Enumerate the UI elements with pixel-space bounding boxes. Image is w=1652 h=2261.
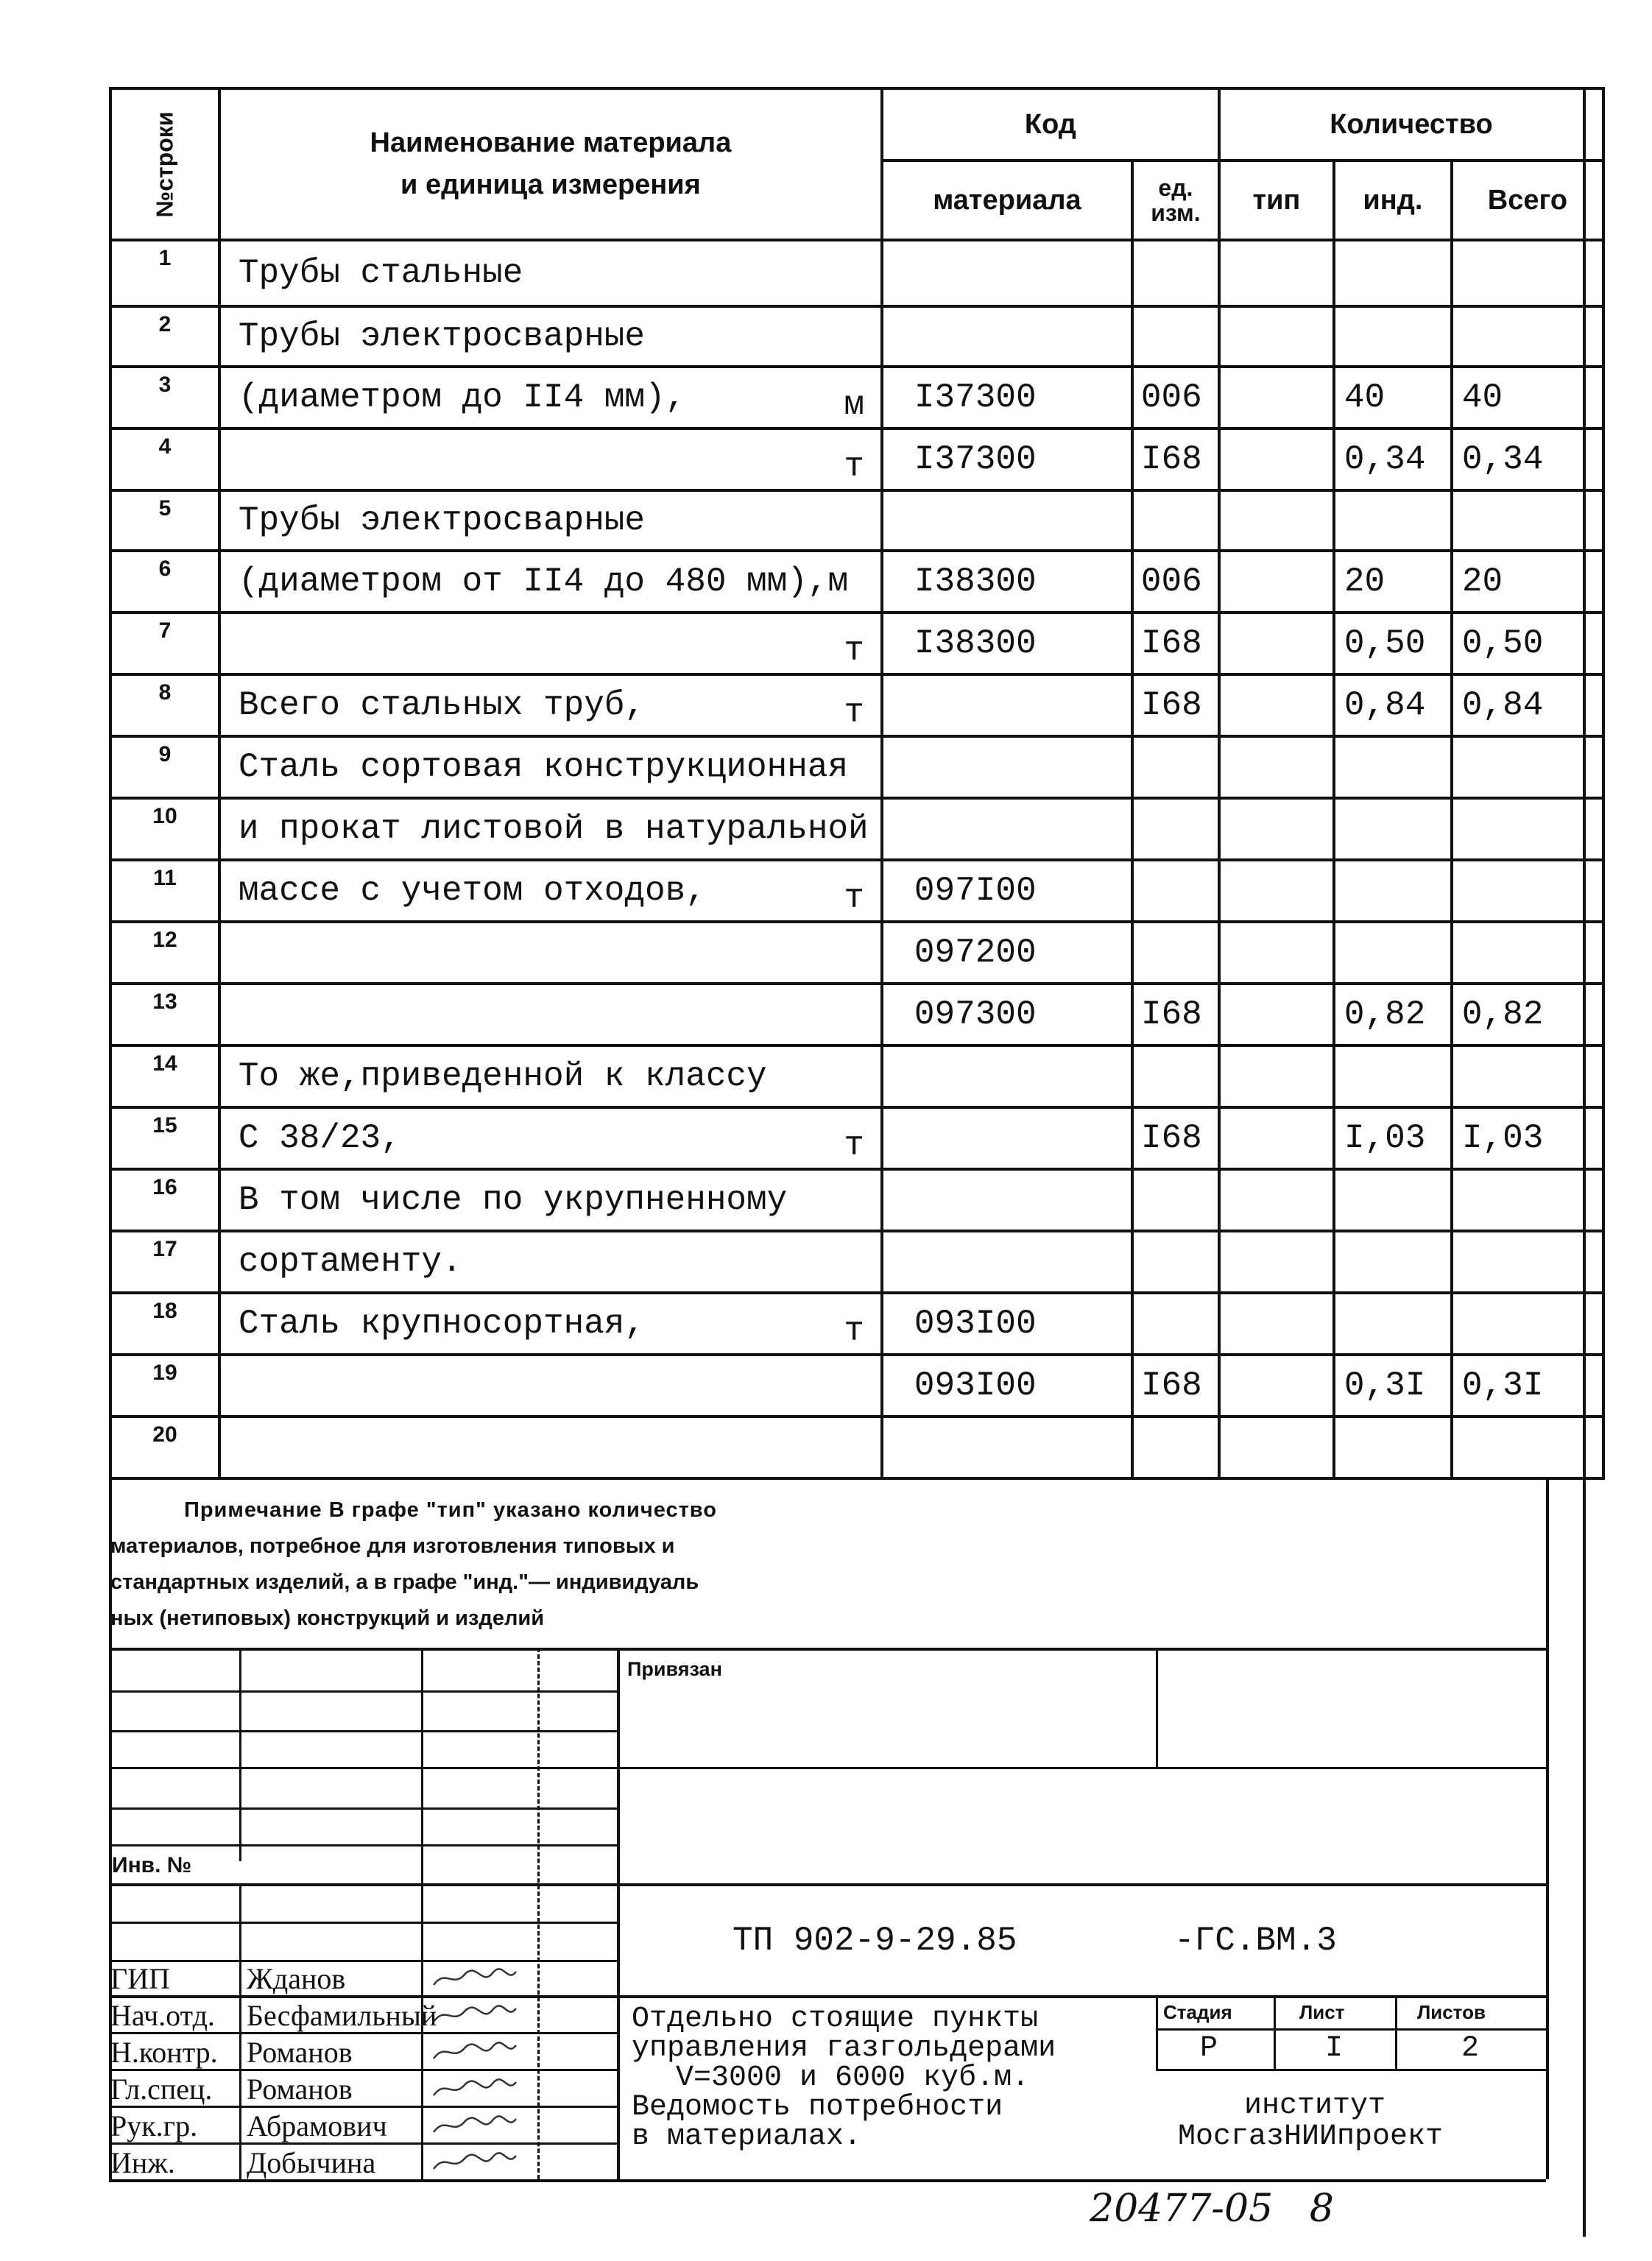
material-code: I38300 bbox=[882, 613, 1132, 674]
material-name-text: сортаменту. bbox=[238, 1243, 462, 1281]
row-number: 14 bbox=[110, 1045, 219, 1107]
row-number: 11 bbox=[110, 860, 219, 922]
unit-code: 006 bbox=[1132, 551, 1219, 613]
unit-code-header-line2: изм. bbox=[1151, 200, 1201, 226]
document-title-line-5: в материалах. bbox=[632, 2120, 862, 2154]
tip-quantity bbox=[1219, 551, 1334, 613]
materials-table-body bbox=[110, 240, 1603, 1478]
total-quantity: I,03 bbox=[1452, 1107, 1603, 1169]
material-name bbox=[219, 551, 882, 613]
signatory-name: Жданов bbox=[247, 1962, 346, 1995]
stamp-hline bbox=[109, 1883, 1546, 1886]
unit-code: I68 bbox=[1132, 1355, 1219, 1417]
material-code: 097I00 bbox=[882, 860, 1132, 922]
total-quantity bbox=[1452, 1231, 1603, 1293]
row-number: 2 bbox=[110, 306, 219, 367]
material-unit: т bbox=[844, 879, 864, 917]
material-name-text: Трубы стальные bbox=[238, 254, 523, 292]
table-row bbox=[110, 1169, 1603, 1231]
tip-quantity bbox=[1219, 306, 1334, 367]
tip-quantity bbox=[1219, 1231, 1334, 1293]
unit-code bbox=[1132, 1169, 1219, 1231]
row-number: 8 bbox=[110, 674, 219, 736]
signature-mark bbox=[431, 2003, 519, 2028]
material-name bbox=[219, 1169, 882, 1231]
tip-quantity bbox=[1219, 1107, 1334, 1169]
row-number: 16 bbox=[110, 1169, 219, 1231]
document-title-line-1: Отдельно стоящие пункты bbox=[632, 2003, 1039, 2036]
signature-mark bbox=[431, 2150, 519, 2175]
row-number: 18 bbox=[110, 1293, 219, 1355]
material-name bbox=[219, 736, 882, 798]
table-row bbox=[110, 613, 1603, 674]
material-name-text: (диаметром от II4 до 480 мм),м bbox=[238, 562, 849, 601]
ind-quantity bbox=[1334, 1231, 1452, 1293]
ind-quantity bbox=[1334, 736, 1452, 798]
ind-quantity: 0,3I bbox=[1334, 1355, 1452, 1417]
table-row bbox=[110, 1107, 1603, 1169]
ind-quantity bbox=[1334, 1169, 1452, 1231]
row-number: 17 bbox=[110, 1231, 219, 1293]
material-unit: т bbox=[844, 632, 864, 670]
tip-quantity bbox=[1219, 1293, 1334, 1355]
material-name bbox=[219, 367, 882, 428]
table-row bbox=[110, 736, 1603, 798]
material-code bbox=[882, 1417, 1132, 1478]
unit-code bbox=[1132, 490, 1219, 551]
unit-code: I68 bbox=[1132, 613, 1219, 674]
material-code bbox=[882, 1045, 1132, 1107]
tip-quantity bbox=[1219, 1045, 1334, 1107]
stamp-hline bbox=[109, 1844, 617, 1846]
material-code bbox=[882, 1107, 1132, 1169]
ind-quantity bbox=[1334, 306, 1452, 367]
document-title-line-3: V=3000 и 6000 куб.м. bbox=[676, 2061, 1030, 2095]
ind-quantity bbox=[1334, 1417, 1452, 1478]
tip-quantity bbox=[1219, 367, 1334, 428]
inventory-number-label: Инв. № bbox=[112, 1853, 192, 1877]
signatory-name: Абрамович bbox=[247, 2109, 387, 2142]
ind-quantity: 0,34 bbox=[1334, 428, 1452, 490]
code-header: Код bbox=[882, 88, 1219, 161]
material-unit: т bbox=[844, 694, 864, 732]
material-name bbox=[219, 674, 882, 736]
tip-quantity bbox=[1219, 490, 1334, 551]
total-quantity bbox=[1452, 1045, 1603, 1107]
row-number: 10 bbox=[110, 798, 219, 860]
table-row bbox=[110, 240, 1603, 306]
row-number: 7 bbox=[110, 613, 219, 674]
row-number: 15 bbox=[110, 1107, 219, 1169]
unit-code-header-line1: ед. bbox=[1158, 174, 1193, 201]
footer-archive-number: 20477-05 8 bbox=[1090, 2187, 1334, 2231]
table-row bbox=[110, 1417, 1603, 1478]
material-unit: т bbox=[844, 1126, 864, 1165]
sheet-label: Лист bbox=[1299, 2001, 1345, 2023]
organization-line-1: институт bbox=[1244, 2089, 1386, 2123]
tip-quantity bbox=[1219, 674, 1334, 736]
material-code bbox=[882, 306, 1132, 367]
table-row bbox=[110, 367, 1603, 428]
unit-code: 006 bbox=[1132, 367, 1219, 428]
ind-quantity: 0,84 bbox=[1334, 674, 1452, 736]
document-title-line-4: Ведомость потребности bbox=[632, 2091, 1003, 2124]
ind-quantity: 0,82 bbox=[1334, 984, 1452, 1045]
sheets-value: 2 bbox=[1461, 2032, 1480, 2065]
material-name-text: Всего стальных труб, bbox=[238, 686, 646, 724]
material-name bbox=[219, 1355, 882, 1417]
table-row bbox=[110, 306, 1603, 367]
tip-quantity bbox=[1219, 736, 1334, 798]
ind-quantity bbox=[1334, 922, 1452, 984]
material-code: I38300 bbox=[882, 551, 1132, 613]
row-number: 20 bbox=[110, 1417, 219, 1478]
name-header-line1: Наименование материала bbox=[370, 127, 732, 158]
material-unit: м bbox=[844, 386, 864, 424]
total-quantity bbox=[1452, 490, 1603, 551]
unit-code bbox=[1132, 798, 1219, 860]
material-name-text: массе с учетом отходов, bbox=[238, 872, 706, 910]
tip-quantity bbox=[1219, 1169, 1334, 1231]
unit-code bbox=[1132, 736, 1219, 798]
stamp-vline bbox=[1395, 1995, 1397, 2069]
row-number: 6 bbox=[110, 551, 219, 613]
material-name bbox=[219, 922, 882, 984]
tip-quantity bbox=[1219, 1417, 1334, 1478]
signatory-role: ГИП bbox=[110, 1962, 170, 1995]
material-name bbox=[219, 240, 882, 306]
material-name bbox=[219, 860, 882, 922]
ind-quantity bbox=[1334, 798, 1452, 860]
ind-quantity: I,03 bbox=[1334, 1107, 1452, 1169]
material-code: 093I00 bbox=[882, 1293, 1132, 1355]
tip-quantity bbox=[1219, 240, 1334, 306]
total-quantity bbox=[1452, 1293, 1603, 1355]
unit-code bbox=[1132, 1293, 1219, 1355]
total-quantity bbox=[1452, 306, 1603, 367]
note-line-4: ных (нетиповых) конструкций и изделий bbox=[110, 1606, 545, 1630]
unit-code bbox=[1132, 860, 1219, 922]
unit-code bbox=[1132, 306, 1219, 367]
stamp-right-border bbox=[1546, 1480, 1549, 2179]
unit-code bbox=[1132, 1417, 1219, 1478]
stamp-vline bbox=[239, 1883, 241, 2179]
material-name-text: Трубы электросварные bbox=[238, 317, 646, 356]
table-row bbox=[110, 1231, 1603, 1293]
material-name-text: и прокат листовой в натуральной bbox=[238, 810, 869, 848]
material-code: I37300 bbox=[882, 367, 1132, 428]
note-line-2: материалов, потребное для изготовления типовых и bbox=[110, 1534, 675, 1558]
material-name bbox=[219, 490, 882, 551]
material-name-text: Сталь крупносортная, bbox=[238, 1305, 646, 1343]
row-number: 12 bbox=[110, 922, 219, 984]
ind-quantity bbox=[1334, 1293, 1452, 1355]
unit-code bbox=[1132, 922, 1219, 984]
material-unit: т bbox=[844, 1312, 864, 1350]
ind-quantity: 0,50 bbox=[1334, 613, 1452, 674]
total-quantity bbox=[1452, 922, 1603, 984]
material-code bbox=[882, 490, 1132, 551]
material-name-text: В том числе по укрупненному bbox=[238, 1181, 788, 1219]
unit-code-header bbox=[1132, 161, 1219, 240]
material-name bbox=[219, 1107, 882, 1169]
signatory-role: Гл.спец. bbox=[110, 2073, 213, 2106]
tip-quantity bbox=[1219, 1355, 1334, 1417]
total-quantity: 0,84 bbox=[1452, 674, 1603, 736]
row-number: 19 bbox=[110, 1355, 219, 1417]
signature-mark bbox=[431, 2113, 519, 2138]
tip-quantity bbox=[1219, 984, 1334, 1045]
signatory-role: Н.контр. bbox=[110, 2036, 218, 2069]
material-code bbox=[882, 1169, 1132, 1231]
quantity-header: Количество bbox=[1219, 88, 1603, 161]
material-code: 097300 bbox=[882, 984, 1132, 1045]
stamp-vline bbox=[421, 1648, 423, 2179]
sheet-value: I bbox=[1325, 2032, 1344, 2065]
stamp-hline bbox=[109, 1922, 617, 1924]
table-row bbox=[110, 860, 1603, 922]
ind-quantity bbox=[1334, 1045, 1452, 1107]
table-row bbox=[110, 551, 1603, 613]
tip-header: тип bbox=[1219, 161, 1334, 240]
unit-code: I68 bbox=[1132, 984, 1219, 1045]
material-name bbox=[219, 1417, 882, 1478]
ind-quantity bbox=[1334, 490, 1452, 551]
material-name bbox=[219, 798, 882, 860]
tip-quantity bbox=[1219, 860, 1334, 922]
material-name bbox=[219, 613, 882, 674]
table-row bbox=[110, 428, 1603, 490]
document-code-suffix: -ГС.ВМ.3 bbox=[1174, 1922, 1337, 1960]
stamp-vline bbox=[1156, 1995, 1158, 2069]
stamp-hline bbox=[1156, 2028, 1546, 2031]
row-number: 1 bbox=[110, 240, 219, 306]
tip-quantity bbox=[1219, 613, 1334, 674]
sheets-label: Листов bbox=[1417, 2001, 1486, 2023]
signatory-name: Добычина bbox=[247, 2146, 376, 2179]
material-code: 097200 bbox=[882, 922, 1132, 984]
name-header-line2: и единица измерения bbox=[400, 169, 701, 200]
material-code-header: материала bbox=[882, 161, 1132, 240]
material-code bbox=[882, 674, 1132, 736]
row-number: 4 bbox=[110, 428, 219, 490]
table-row bbox=[110, 922, 1603, 984]
total-quantity bbox=[1452, 860, 1603, 922]
table-row bbox=[110, 798, 1603, 860]
privyazan-label: Привязан bbox=[627, 1658, 722, 1680]
signatory-name: Романов bbox=[247, 2073, 353, 2106]
row-number-header-label: №строки bbox=[151, 111, 178, 217]
material-name bbox=[219, 428, 882, 490]
stamp-vline bbox=[239, 1648, 241, 1861]
material-code: I37300 bbox=[882, 428, 1132, 490]
material-name-text: С 38/23, bbox=[238, 1119, 401, 1157]
table-row bbox=[110, 1355, 1603, 1417]
tip-quantity bbox=[1219, 922, 1334, 984]
materials-table bbox=[109, 87, 1605, 1480]
stamp-hline bbox=[109, 1690, 617, 1693]
signatory-role: Рук.гр. bbox=[110, 2109, 198, 2142]
tip-quantity bbox=[1219, 798, 1334, 860]
material-unit: т bbox=[844, 448, 864, 486]
material-name bbox=[219, 306, 882, 367]
unit-code bbox=[1132, 240, 1219, 306]
stamp-vline bbox=[537, 1648, 540, 2179]
material-code bbox=[882, 736, 1132, 798]
unit-code: I68 bbox=[1132, 428, 1219, 490]
signature-mark bbox=[431, 2076, 519, 2101]
material-code bbox=[882, 240, 1132, 306]
signature-mark bbox=[431, 1966, 519, 1991]
signatory-name: Романов bbox=[247, 2036, 353, 2069]
material-name bbox=[219, 1231, 882, 1293]
total-quantity bbox=[1452, 1417, 1603, 1478]
material-name bbox=[219, 984, 882, 1045]
row-number: 5 bbox=[110, 490, 219, 551]
ind-quantity: 40 bbox=[1334, 367, 1452, 428]
stamp-hline bbox=[1156, 2069, 1546, 2071]
total-quantity bbox=[1452, 798, 1603, 860]
signatory-role: Инж. bbox=[110, 2146, 175, 2179]
table-row bbox=[110, 984, 1603, 1045]
material-name-text: (диаметром до II4 мм), bbox=[238, 378, 686, 417]
table-row bbox=[110, 1293, 1603, 1355]
total-quantity: 0,34 bbox=[1452, 428, 1603, 490]
note-line-3: стандартных изделий, а в графе "инд."— индивидуаль bbox=[110, 1570, 699, 1594]
ind-quantity bbox=[1334, 860, 1452, 922]
material-name bbox=[219, 1045, 882, 1107]
stamp-hline bbox=[109, 1960, 617, 1962]
total-quantity: 0,82 bbox=[1452, 984, 1603, 1045]
stamp-vline bbox=[1156, 1648, 1158, 1767]
stamp-hline bbox=[109, 1807, 617, 1810]
stamp-vline bbox=[617, 1648, 620, 2179]
organization-line-2: МосгазНИИпроект bbox=[1178, 2120, 1444, 2154]
stage-value: Р bbox=[1200, 2032, 1218, 2065]
total-quantity: 0,50 bbox=[1452, 613, 1603, 674]
stamp-hline bbox=[109, 1767, 1546, 1769]
signature-mark bbox=[431, 2039, 519, 2064]
material-name-text: Сталь сортовая конструкционная bbox=[238, 748, 849, 786]
total-quantity bbox=[1452, 240, 1603, 306]
note-line-1: Примечание В графе "тип" указано количество bbox=[184, 1498, 717, 1522]
row-number: 9 bbox=[110, 736, 219, 798]
stage-label: Стадия bbox=[1163, 2001, 1232, 2023]
material-code bbox=[882, 798, 1132, 860]
row-number: 3 bbox=[110, 367, 219, 428]
table-row bbox=[110, 1045, 1603, 1107]
material-name-text: То же,приведенной к классу bbox=[238, 1057, 767, 1096]
total-quantity: 20 bbox=[1452, 551, 1603, 613]
name-header bbox=[219, 88, 882, 240]
unit-code bbox=[1132, 1231, 1219, 1293]
material-name bbox=[219, 1293, 882, 1355]
total-header: Всего bbox=[1452, 161, 1603, 240]
ind-quantity bbox=[1334, 240, 1452, 306]
tip-quantity bbox=[1219, 428, 1334, 490]
unit-code: I68 bbox=[1132, 1107, 1219, 1169]
total-quantity bbox=[1452, 736, 1603, 798]
row-number-header bbox=[110, 88, 219, 240]
ind-header: инд. bbox=[1334, 161, 1452, 240]
total-quantity: 40 bbox=[1452, 367, 1603, 428]
stamp-vline bbox=[1274, 1995, 1276, 2069]
document-title-line-2: управления газгольдерами bbox=[632, 2032, 1056, 2065]
signatory-name: Бесфамильный bbox=[247, 1999, 437, 2032]
total-quantity: 0,3I bbox=[1452, 1355, 1603, 1417]
material-name-text: Трубы электросварные bbox=[238, 501, 646, 540]
material-code bbox=[882, 1231, 1132, 1293]
unit-code bbox=[1132, 1045, 1219, 1107]
row-number: 13 bbox=[110, 984, 219, 1045]
table-row bbox=[110, 490, 1603, 551]
table-row bbox=[110, 674, 1603, 736]
material-code: 093I00 bbox=[882, 1355, 1132, 1417]
stamp-hline bbox=[109, 1730, 617, 1732]
total-quantity bbox=[1452, 1169, 1603, 1231]
document-code: ТП 902-9-29.85 bbox=[733, 1922, 1017, 1960]
stamp-hline bbox=[109, 1648, 1546, 1651]
signatory-role: Нач.отд. bbox=[110, 1999, 215, 2032]
ind-quantity: 20 bbox=[1334, 551, 1452, 613]
unit-code: I68 bbox=[1132, 674, 1219, 736]
